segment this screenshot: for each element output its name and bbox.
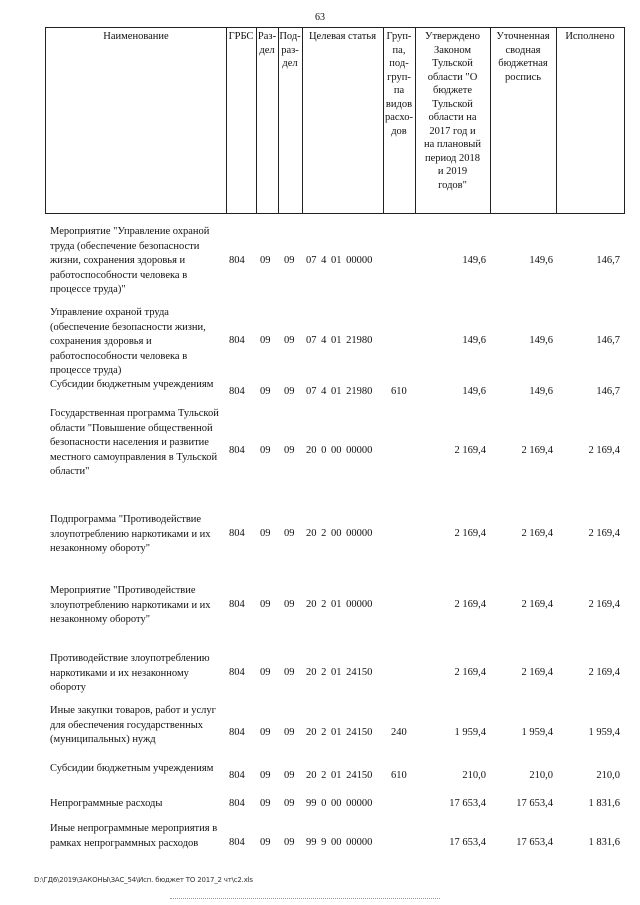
row-name: Иные закупки товаров, работ и услуг для обеспечения государственных (муниципальных) нужд bbox=[50, 705, 216, 745]
row-target: 20 2 01 00000 bbox=[306, 599, 373, 610]
col-border-right bbox=[624, 27, 625, 214]
file-path-footer: D:\ГД6\2019\ЗАКОНЫ\ЗАС_54\Исп. бюджет ТО 2017_2 чт\с2.xls bbox=[34, 876, 253, 884]
row-target: 20 2 00 00000 bbox=[306, 528, 373, 539]
row-approved: 2 169,4 bbox=[454, 445, 486, 456]
row-razdel: 09 bbox=[260, 667, 271, 678]
row-approved: 17 653,4 bbox=[449, 837, 486, 848]
row-razdel: 09 bbox=[260, 837, 271, 848]
row-podrazdel: 09 bbox=[284, 667, 295, 678]
row-approved: 1 959,4 bbox=[454, 727, 486, 738]
row-grbs: 804 bbox=[229, 727, 245, 738]
row-podrazdel: 09 bbox=[284, 445, 295, 456]
row-razdel: 09 bbox=[260, 599, 271, 610]
col-border-8 bbox=[556, 27, 557, 214]
row-name: Мероприятие "Управление охраной труда (обеспечение безопасности жизни, сохранения здоровья и работоспособности человека в процессе труда)" bbox=[50, 226, 210, 295]
row-name: Противодействие злоупотреблению наркотиками и их незаконному обороту bbox=[50, 653, 210, 693]
row-executed: 2 169,4 bbox=[588, 528, 620, 539]
row-target: 07 4 01 21980 bbox=[306, 386, 373, 397]
row-name: Подпрограмма "Противодействие злоупотреблению наркотиками и их незаконному обороту" bbox=[50, 514, 211, 554]
row-executed: 1 831,6 bbox=[588, 798, 620, 809]
row-executed: 1 959,4 bbox=[588, 727, 620, 738]
header-approved: Утверждено Законом Тульской области "О бюджете Тульской области на 2017 год и на плановый период 2018 и 2019 годов" bbox=[424, 31, 481, 191]
row-razdel: 09 bbox=[260, 335, 271, 346]
row-target: 20 2 01 24150 bbox=[306, 667, 373, 678]
row-approved: 149,6 bbox=[462, 386, 486, 397]
row-target: 20 0 00 00000 bbox=[306, 445, 373, 456]
row-target: 07 4 01 00000 bbox=[306, 255, 373, 266]
row-podrazdel: 09 bbox=[284, 528, 295, 539]
row-name: Субсидии бюджетным учреждениям bbox=[50, 379, 214, 390]
row-razdel: 09 bbox=[260, 727, 271, 738]
row-executed: 146,7 bbox=[596, 255, 620, 266]
col-border-left bbox=[45, 27, 46, 214]
row-podrazdel: 09 bbox=[284, 335, 295, 346]
row-refined: 2 169,4 bbox=[521, 528, 553, 539]
row-executed: 210,0 bbox=[596, 770, 620, 781]
row-podrazdel: 09 bbox=[284, 599, 295, 610]
row-refined: 2 169,4 bbox=[521, 667, 553, 678]
row-target: 99 0 00 00000 bbox=[306, 798, 373, 809]
row-group: 240 bbox=[391, 727, 407, 738]
col-border-1 bbox=[226, 27, 227, 214]
header-refined: Уточненная сводная бюджетная роспись bbox=[496, 31, 550, 83]
row-name: Государственная программа Тульской области "Повышение общественной безопасности населения и развитие местного самоуправления в Тульской области" bbox=[50, 408, 219, 477]
row-approved: 2 169,4 bbox=[454, 667, 486, 678]
row-name: Субсидии бюджетным учреждениям bbox=[50, 763, 214, 774]
row-refined: 2 169,4 bbox=[521, 445, 553, 456]
row-name: Мероприятие "Противодействие злоупотреблению наркотиками и их незаконному обороту" bbox=[50, 585, 211, 625]
row-podrazdel: 09 bbox=[284, 255, 295, 266]
row-executed: 2 169,4 bbox=[588, 445, 620, 456]
row-refined: 2 169,4 bbox=[521, 599, 553, 610]
row-target: 99 9 00 00000 bbox=[306, 837, 373, 848]
header-grbs: ГРБС bbox=[228, 31, 254, 42]
row-grbs: 804 bbox=[229, 335, 245, 346]
row-grbs: 804 bbox=[229, 798, 245, 809]
row-approved: 210,0 bbox=[462, 770, 486, 781]
row-approved: 2 169,4 bbox=[454, 528, 486, 539]
row-executed: 146,7 bbox=[596, 335, 620, 346]
header-podrazdel: Под- раз- дел bbox=[279, 31, 301, 69]
header-target: Целевая статья bbox=[308, 31, 377, 42]
row-executed: 2 169,4 bbox=[588, 599, 620, 610]
row-executed: 2 169,4 bbox=[588, 667, 620, 678]
row-podrazdel: 09 bbox=[284, 386, 295, 397]
row-approved: 149,6 bbox=[462, 255, 486, 266]
row-podrazdel: 09 bbox=[284, 727, 295, 738]
row-name: Непрограммные расходы bbox=[50, 798, 163, 809]
row-refined: 210,0 bbox=[529, 770, 553, 781]
row-name: Иные непрограммные мероприятия в рамках непрограммных расходов bbox=[50, 823, 218, 849]
header-bottom-border bbox=[45, 213, 625, 214]
row-razdel: 09 bbox=[260, 798, 271, 809]
row-grbs: 804 bbox=[229, 255, 245, 266]
row-razdel: 09 bbox=[260, 445, 271, 456]
row-target: 20 2 01 24150 bbox=[306, 770, 373, 781]
header-name: Наименование bbox=[103, 31, 169, 42]
row-grbs: 804 bbox=[229, 445, 245, 456]
header-razdel: Раз- дел bbox=[257, 31, 277, 56]
row-group: 610 bbox=[391, 770, 407, 781]
row-refined: 149,6 bbox=[529, 255, 553, 266]
row-target: 07 4 01 21980 bbox=[306, 335, 373, 346]
row-refined: 149,6 bbox=[529, 386, 553, 397]
row-podrazdel: 09 bbox=[284, 770, 295, 781]
row-razdel: 09 bbox=[260, 528, 271, 539]
row-approved: 2 169,4 bbox=[454, 599, 486, 610]
row-podrazdel: 09 bbox=[284, 837, 295, 848]
row-group: 610 bbox=[391, 386, 407, 397]
row-razdel: 09 bbox=[260, 386, 271, 397]
row-grbs: 804 bbox=[229, 386, 245, 397]
row-razdel: 09 bbox=[260, 770, 271, 781]
row-refined: 17 653,4 bbox=[516, 798, 553, 809]
row-refined: 149,6 bbox=[529, 335, 553, 346]
scan-artifact bbox=[170, 898, 440, 900]
row-approved: 17 653,4 bbox=[449, 798, 486, 809]
row-executed: 1 831,6 bbox=[588, 837, 620, 848]
row-grbs: 804 bbox=[229, 667, 245, 678]
row-razdel: 09 bbox=[260, 255, 271, 266]
page-number: 63 bbox=[315, 12, 325, 23]
row-grbs: 804 bbox=[229, 770, 245, 781]
row-grbs: 804 bbox=[229, 599, 245, 610]
row-approved: 149,6 bbox=[462, 335, 486, 346]
table-top-border bbox=[45, 27, 625, 28]
row-grbs: 804 bbox=[229, 528, 245, 539]
row-name: Управление охраной труда (обеспечение безопасности жизни, сохранения здоровья и работоспособности человека в процессе труда) bbox=[50, 307, 206, 376]
row-refined: 1 959,4 bbox=[521, 727, 553, 738]
row-refined: 17 653,4 bbox=[516, 837, 553, 848]
col-border-4 bbox=[302, 27, 303, 214]
row-executed: 146,7 bbox=[596, 386, 620, 397]
row-podrazdel: 09 bbox=[284, 798, 295, 809]
header-executed: Исполнено bbox=[565, 31, 615, 42]
row-target: 20 2 01 24150 bbox=[306, 727, 373, 738]
row-grbs: 804 bbox=[229, 837, 245, 848]
header-group: Груп- па, под- груп- па видов расхо- дов bbox=[384, 31, 414, 137]
